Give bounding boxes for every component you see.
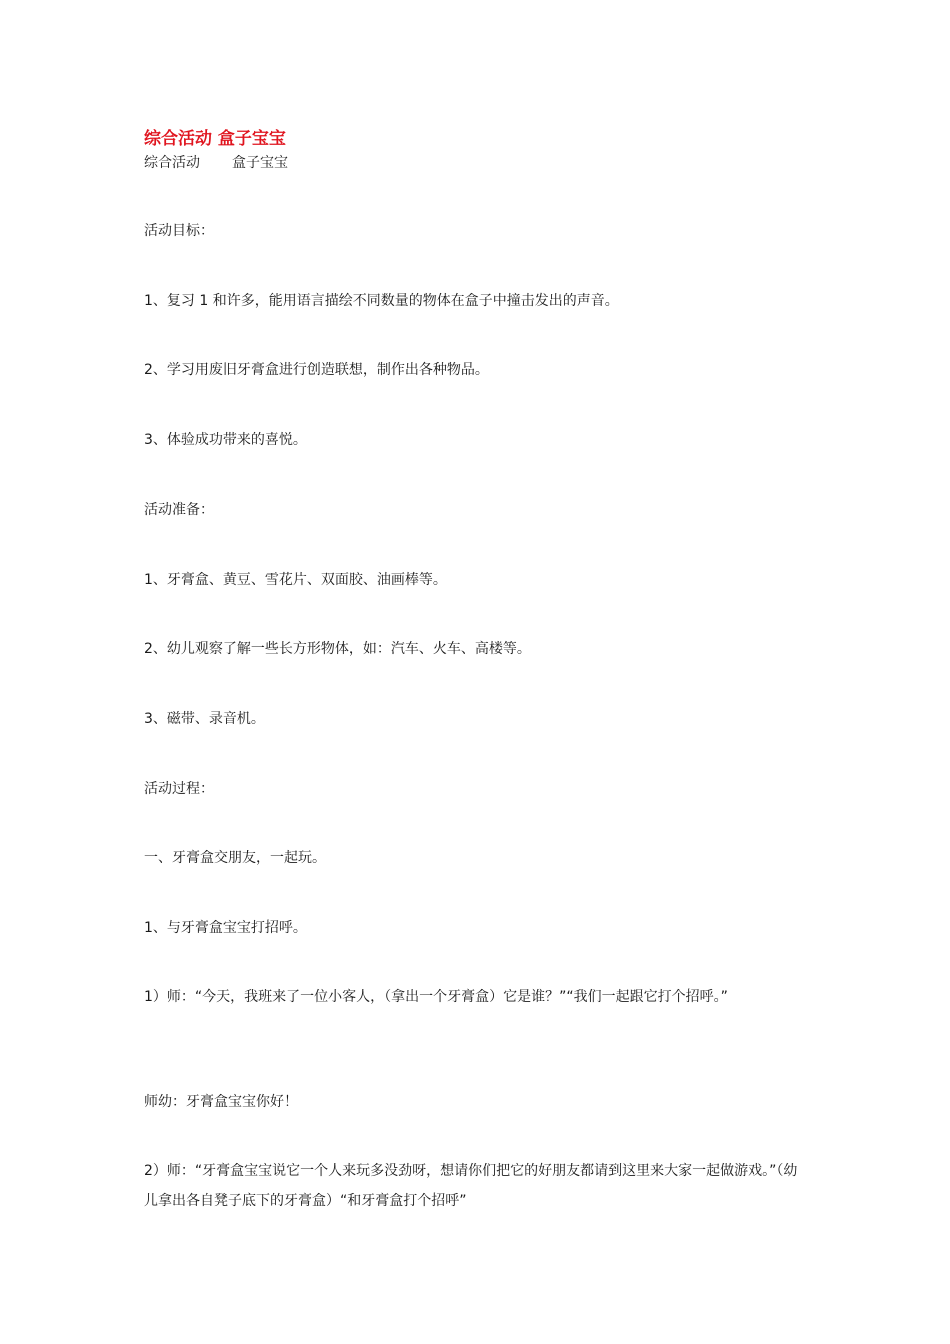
subtitle-part-1: 综合活动 bbox=[144, 155, 200, 171]
goal-item-1: 1、复习 1 和许多，能用语言描绘不同数量的物体在盒子中撞击发出的声音。 bbox=[144, 293, 619, 309]
process-dialogue-2: 2）师：“牙膏盒宝宝说它一个人来玩多没劲呀，想请你们把它的好朋友都请到这里来大家一起做游戏。”（幼儿拿出各自凳子底下的牙膏盒）“和牙膏盒打个招呼” bbox=[144, 1163, 798, 1209]
document-title: 综合活动 盒子宝宝 bbox=[144, 129, 286, 149]
section-heading-preparation: 活动准备： bbox=[144, 502, 214, 518]
preparation-item-2: 2、幼儿观察了解一些长方形物体，如：汽车、火车、高楼等。 bbox=[144, 641, 531, 657]
section-heading-goals: 活动目标： bbox=[144, 223, 214, 239]
process-dialogue-response: 师幼：牙膏盒宝宝你好！ bbox=[144, 1094, 298, 1110]
preparation-item-1: 1、牙膏盒、黄豆、雪花片、双面胶、油画棒等。 bbox=[144, 572, 447, 588]
process-step-heading: 一、牙膏盒交朋友，一起玩。 bbox=[144, 850, 326, 866]
preparation-item-3: 3、磁带、录音机。 bbox=[144, 711, 265, 727]
goal-item-2: 2、学习用废旧牙膏盒进行创造联想，制作出各种物品。 bbox=[144, 362, 489, 378]
subtitle-part-2: 盒子宝宝 bbox=[232, 155, 288, 171]
document-subtitle bbox=[144, 152, 288, 172]
goal-item-3: 3、体验成功带来的喜悦。 bbox=[144, 432, 307, 448]
section-heading-process: 活动过程： bbox=[144, 781, 214, 797]
process-dialogue-1: 1）师：“今天，我班来了一位小客人，（拿出一个牙膏盒）它是谁？”“我们一起跟它打个招呼。” bbox=[144, 989, 728, 1005]
process-substep-1: 1、与牙膏盒宝宝打招呼。 bbox=[144, 920, 307, 936]
